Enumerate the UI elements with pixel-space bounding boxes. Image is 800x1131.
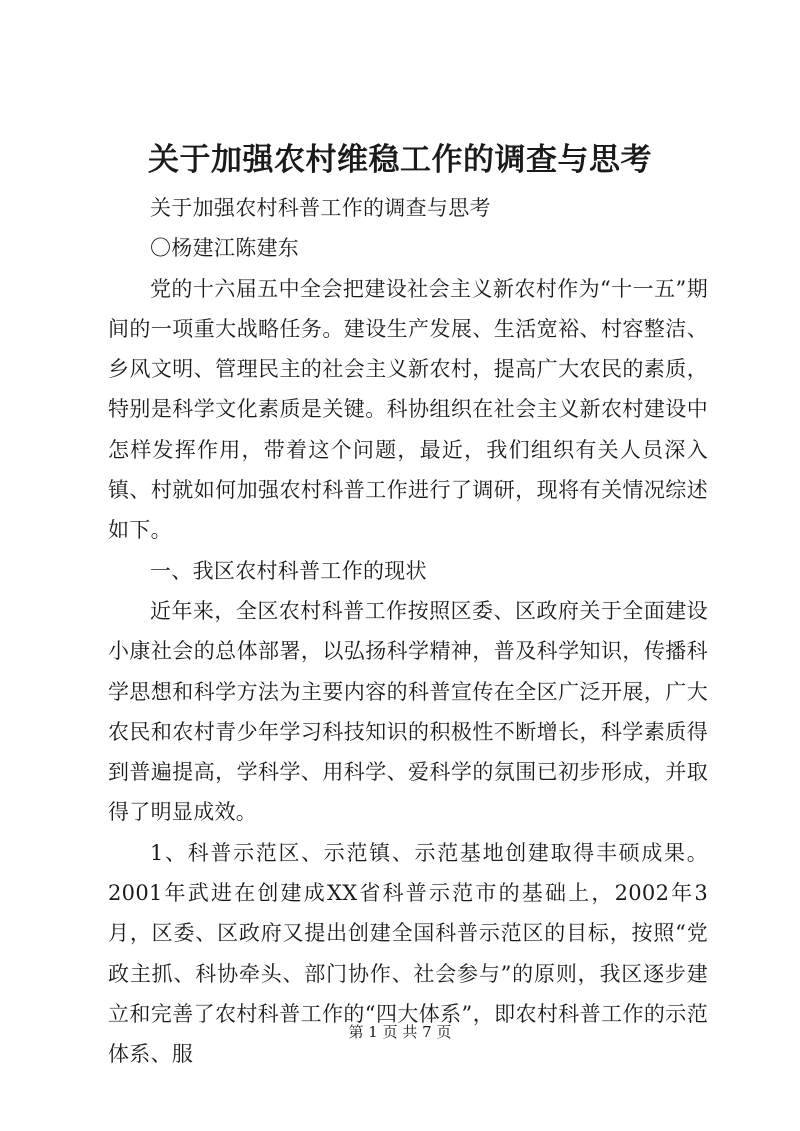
body-paragraph: 1、科普示范区、示范镇、示范基地创建取得丰硕成果。2001年武进在创建成XX省科普示范市的基础上，2002年3月，区委、区政府又提出创建全国科普示范区的目标，按照“党政主抓、科协牵头、部门协作、社会参与”的原则，我区逐步建立和完善了农村科普工作的“四大体系”，即农村科普工作的示范体系、服 [108,840,708,1067]
body-paragraph: 党的十六届五中全会把建设社会主义新农村作为“十一五”期间的一项重大战略任务。建设生产发展、生活宽裕、村容整洁、乡风文明、管理民主的社会主义新农村，提高广大农民的素质，特别是科学文化素质是关键。科协组织在社会主义新农村建设中怎样发挥作用，带着这个问题，最近，我们组织有关人员深入镇、村就如何加强农村科普工作进行了调研，现将有关情况综述如下。 [108,276,708,543]
document-body [108,188,708,1075]
page-number-footer: 第 1 页 共 7 页 [348,1023,452,1041]
author-line: 〇杨建江陈建东 [150,236,300,261]
subtitle-paragraph: 关于加强农村科普工作的调查与思考 [150,196,491,220]
body-paragraph: 近年来，全区农村科普工作按照区委、区政府关于全面建设小康社会的总体部署，以弘扬科学精神，普及科学知识，传播科学思想和科学方法为主要内容的科普宣传在全区广泛开展，广大农民和农村青少年学习科技知识的积极性不断增长，科学素质得到普遍提高，学科学、用科学、爱科学的氛围已初步形成，并取得了明显成效。 [108,598,708,825]
section-heading: 一、我区农村科普工作的现状 [150,558,427,583]
document-title: 关于加强农村维稳工作的调查与思考 [148,142,652,178]
